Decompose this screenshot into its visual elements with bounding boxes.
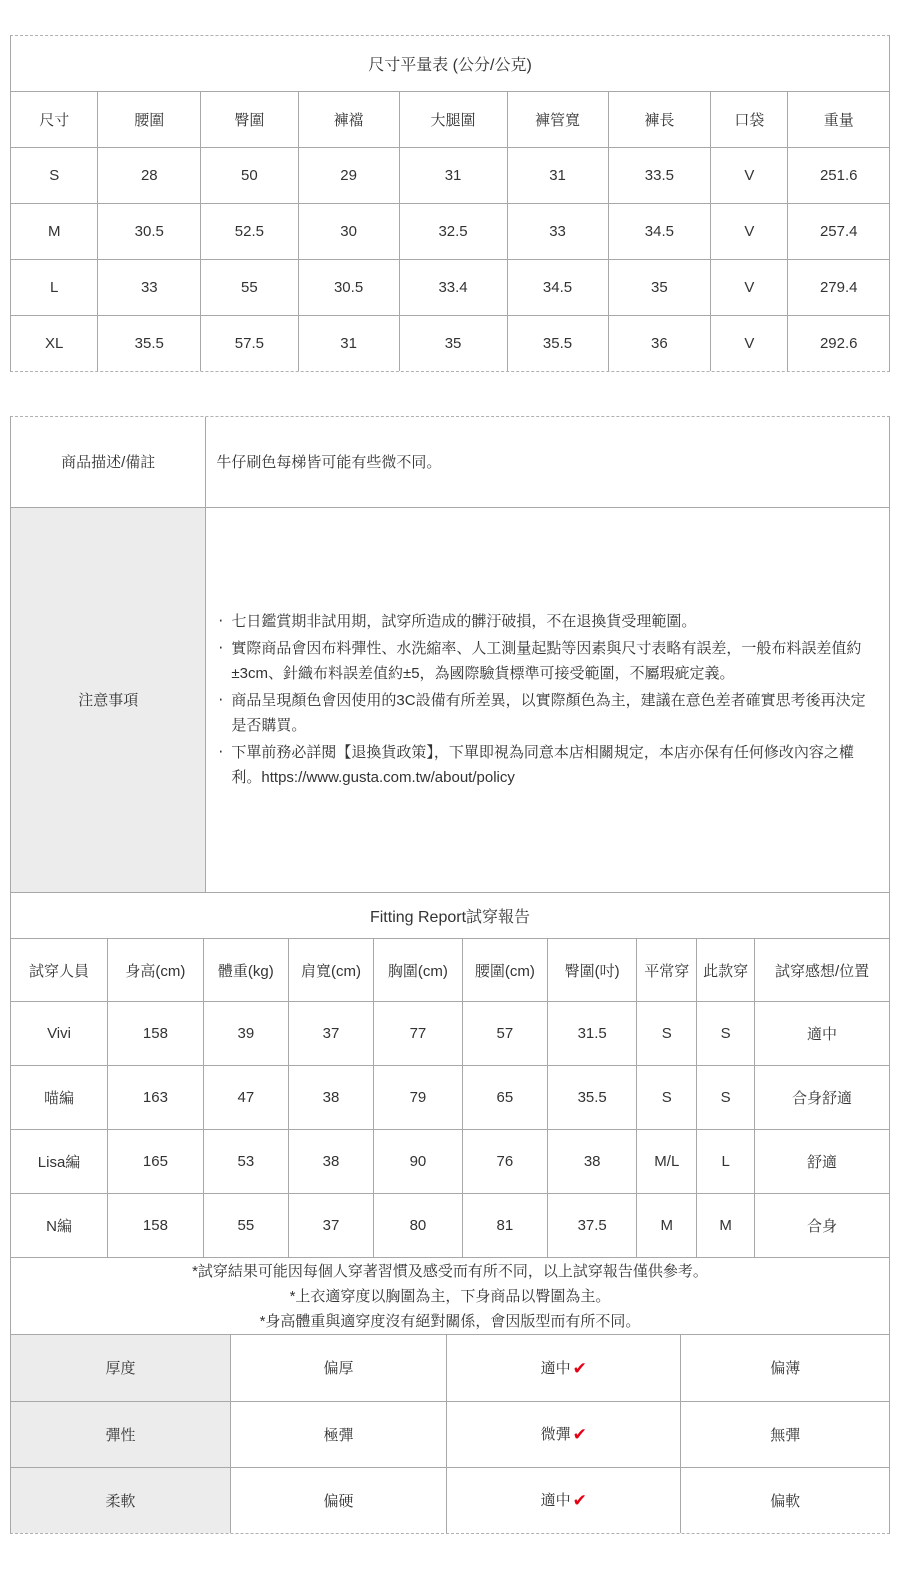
size-cell: 28 [98, 147, 201, 203]
size-cell: 52.5 [201, 203, 298, 259]
option-text: 適中 [540, 1492, 571, 1510]
size-cell: 31 [507, 147, 608, 203]
fitting-header-cell: 平常穿 [637, 939, 697, 1002]
footnote-line: *試穿結果可能因每個人穿著習慣及感受而有所不同，以上試穿報告僅供參考。 [192, 1263, 708, 1280]
fitting-cell: Vivi [11, 1002, 108, 1066]
size-cell: 34.5 [608, 203, 711, 259]
size-cell: S [11, 147, 98, 203]
size-table-header-row [11, 91, 889, 147]
size-cell: 33 [507, 203, 608, 259]
attribute-row [11, 1335, 889, 1401]
fitting-title: Fitting Report試穿報告 [11, 893, 889, 939]
size-table-row [11, 315, 889, 371]
fitting-header-cell: 身高(cm) [108, 939, 204, 1002]
description-label: 商品描述/備註 [11, 417, 206, 507]
note-item: ‧ 七日鑑賞期非試用期，試穿所造成的髒汙破損，不在退換貨受理範圍。 [216, 609, 879, 634]
option-text: 偏軟 [770, 1492, 801, 1510]
size-table-title-row [11, 36, 889, 91]
fitting-title-row [11, 893, 889, 939]
fitting-header-cell: 試穿感想/位置 [755, 939, 889, 1002]
size-cell: 251.6 [788, 147, 889, 203]
size-table [11, 36, 889, 371]
fitting-cell: 65 [462, 1066, 547, 1130]
attribute-label: 彈性 [11, 1401, 231, 1467]
attributes-table [11, 1335, 889, 1533]
size-cell: 34.5 [507, 259, 608, 315]
fitting-cell: 163 [108, 1066, 204, 1130]
size-header-cell: 口袋 [711, 91, 788, 147]
attribute-option [446, 1401, 680, 1467]
size-header-cell: 臀圍 [201, 91, 298, 147]
attribute-option [681, 1467, 889, 1533]
fitting-header-cell: 腰圍(cm) [462, 939, 547, 1002]
size-cell: 33 [98, 259, 201, 315]
size-header-cell: 尺寸 [11, 91, 98, 147]
fitting-report-table [11, 893, 889, 1259]
fitting-header-cell: 體重(kg) [203, 939, 288, 1002]
notes-content [206, 507, 889, 892]
size-cell: 30.5 [298, 259, 399, 315]
option-text: 極彈 [323, 1426, 354, 1444]
size-cell: 57.5 [201, 315, 298, 371]
fitting-cell: 37 [288, 1002, 373, 1066]
check-icon: ✔ [572, 1425, 587, 1444]
fitting-cell: M/L [637, 1130, 697, 1194]
footnote-line: *身高體重與適穿度沒有絕對關係，會因版型而有所不同。 [259, 1313, 641, 1330]
size-header-cell: 褲管寬 [507, 91, 608, 147]
fitting-cell: 158 [108, 1194, 204, 1258]
option-text: 偏硬 [323, 1492, 354, 1510]
option-text: 適中 [540, 1359, 571, 1377]
fitting-cell: 舒適 [755, 1130, 889, 1194]
fitting-cell: 165 [108, 1130, 204, 1194]
size-cell: V [711, 203, 788, 259]
size-cell: V [711, 259, 788, 315]
fitting-cell: 31.5 [547, 1002, 637, 1066]
notes-label: 注意事項 [11, 507, 206, 892]
fitting-row [11, 1194, 889, 1258]
fitting-cell: 39 [203, 1002, 288, 1066]
attribute-option [231, 1335, 447, 1401]
fitting-cell: S [697, 1002, 755, 1066]
check-icon: ✔ [572, 1358, 587, 1378]
note-item: ‧ 下單前務必詳閱【退換貨政策】，下單即視為同意本店相關規定，本店亦保有任何修改內容之權利。https://www.gusta.com.tw/about/policy [216, 740, 879, 790]
fitting-cell: 38 [288, 1130, 373, 1194]
fitting-cell: S [637, 1002, 697, 1066]
size-cell: 33.4 [399, 259, 507, 315]
fitting-cell: 38 [547, 1130, 637, 1194]
option-text: 偏薄 [770, 1360, 801, 1378]
fitting-cell: 158 [108, 1002, 204, 1066]
size-cell: 55 [201, 259, 298, 315]
option-text: 偏厚 [323, 1360, 354, 1378]
note-item: ‧ 實際商品會因布料彈性、水洗縮率、人工測量起點等因素與尺寸表略有誤差，一般布料誤差值約±3cm、針織布料誤差值約±5，為國際驗貨標準可接受範圍，不屬瑕疵定義。 [216, 636, 879, 686]
size-table-row [11, 203, 889, 259]
fitting-footnotes [11, 1258, 889, 1335]
fitting-row [11, 1066, 889, 1130]
size-header-cell: 褲襠 [298, 91, 399, 147]
fitting-cell: Lisa編 [11, 1130, 108, 1194]
size-table-row [11, 147, 889, 203]
description-row [11, 417, 889, 507]
attribute-option [681, 1335, 889, 1401]
fitting-row [11, 1130, 889, 1194]
fitting-header-cell: 臀圍(吋) [547, 939, 637, 1002]
product-spec-page [10, 35, 890, 1534]
fitting-cell: 適中 [755, 1002, 889, 1066]
fitting-cell: 合身 [755, 1194, 889, 1258]
fitting-cell: 55 [203, 1194, 288, 1258]
fitting-cell: 38 [288, 1066, 373, 1130]
fitting-header-cell: 試穿人員 [11, 939, 108, 1002]
fitting-cell: 合身舒適 [755, 1066, 889, 1130]
size-cell: 35 [399, 315, 507, 371]
fitting-cell: S [637, 1066, 697, 1130]
fitting-cell: 90 [374, 1130, 463, 1194]
fitting-header-row [11, 939, 889, 1002]
size-header-cell: 腰圍 [98, 91, 201, 147]
size-cell: 50 [201, 147, 298, 203]
fitting-cell: 喵編 [11, 1066, 108, 1130]
fitting-cell: 53 [203, 1130, 288, 1194]
size-cell: V [711, 315, 788, 371]
size-cell: 32.5 [399, 203, 507, 259]
size-cell: 30 [298, 203, 399, 259]
size-header-cell: 重量 [788, 91, 889, 147]
fitting-cell: L [697, 1130, 755, 1194]
fitting-header-cell: 肩寬(cm) [288, 939, 373, 1002]
attribute-label: 柔軟 [11, 1467, 231, 1533]
attribute-row [11, 1467, 889, 1533]
fitting-cell: 76 [462, 1130, 547, 1194]
fitting-cell: 79 [374, 1066, 463, 1130]
description-notes-table [11, 417, 889, 893]
fitting-cell: 77 [374, 1002, 463, 1066]
attribute-option [231, 1401, 447, 1467]
footnote-line: *上衣適穿度以胸圍為主，下身商品以臀圍為主。 [289, 1288, 611, 1305]
attribute-option [681, 1401, 889, 1467]
size-cell: V [711, 147, 788, 203]
option-text: 無彈 [770, 1426, 801, 1444]
fitting-cell: N編 [11, 1194, 108, 1258]
size-cell: 35.5 [507, 315, 608, 371]
fitting-cell: 37.5 [547, 1194, 637, 1258]
size-cell: 31 [399, 147, 507, 203]
fitting-cell: 81 [462, 1194, 547, 1258]
size-cell: 35 [608, 259, 711, 315]
fitting-cell: 80 [374, 1194, 463, 1258]
details-section [10, 416, 890, 1534]
size-table-row [11, 259, 889, 315]
attribute-row [11, 1401, 889, 1467]
size-cell: 36 [608, 315, 711, 371]
fitting-header-cell: 胸圍(cm) [374, 939, 463, 1002]
attribute-option [231, 1467, 447, 1533]
size-cell: M [11, 203, 98, 259]
note-item: ‧ 商品呈現顏色會因使用的3C設備有所差異，以實際顏色為主，建議在意色差者確實思考後再決定是否購買。 [216, 688, 879, 738]
size-header-cell: 大腿圍 [399, 91, 507, 147]
size-cell: 292.6 [788, 315, 889, 371]
size-table-section [10, 35, 890, 372]
fitting-cell: M [697, 1194, 755, 1258]
attribute-option [446, 1467, 680, 1533]
size-table-title: 尺寸平量表 (公分/公克) [11, 36, 889, 91]
size-cell: 257.4 [788, 203, 889, 259]
size-cell: 35.5 [98, 315, 201, 371]
fitting-header-cell: 此款穿 [697, 939, 755, 1002]
option-text: 微彈 [540, 1426, 571, 1443]
section-spacer [10, 372, 890, 416]
size-cell: XL [11, 315, 98, 371]
check-icon: ✔ [572, 1491, 587, 1511]
size-cell: 33.5 [608, 147, 711, 203]
size-cell: 29 [298, 147, 399, 203]
attribute-option [446, 1335, 680, 1401]
fitting-cell: 35.5 [547, 1066, 637, 1130]
fitting-cell: S [697, 1066, 755, 1130]
fitting-cell: 57 [462, 1002, 547, 1066]
fitting-cell: 47 [203, 1066, 288, 1130]
fitting-cell: 37 [288, 1194, 373, 1258]
description-text: 牛仔刷色每梯皆可能有些微不同。 [206, 417, 889, 507]
size-cell: L [11, 259, 98, 315]
notes-row [11, 507, 889, 892]
attribute-label: 厚度 [11, 1335, 231, 1401]
size-cell: 30.5 [98, 203, 201, 259]
fitting-cell: M [637, 1194, 697, 1258]
fitting-row [11, 1002, 889, 1066]
size-header-cell: 褲長 [608, 91, 711, 147]
size-cell: 279.4 [788, 259, 889, 315]
size-cell: 31 [298, 315, 399, 371]
